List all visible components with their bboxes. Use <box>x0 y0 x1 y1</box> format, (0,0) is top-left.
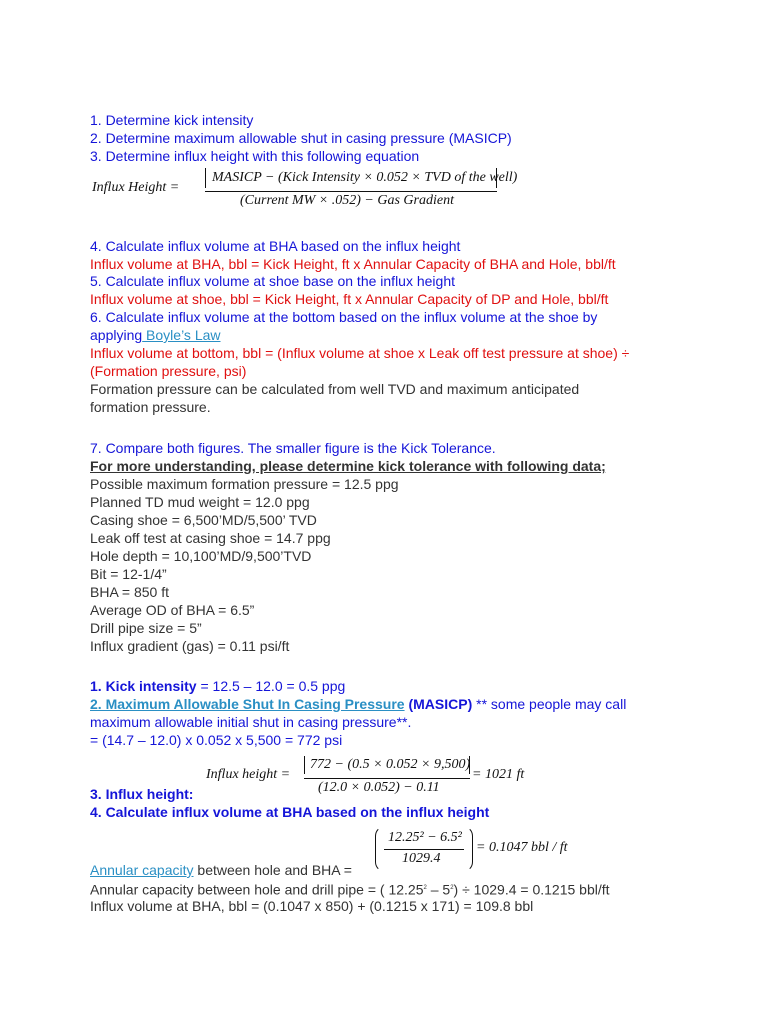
masicp-note-cont: maximum allowable initial shut in casing pressure**. <box>90 714 412 730</box>
masicp-note: ** some people may call <box>472 696 627 712</box>
data-item: Drill pipe size = 5” <box>90 620 202 636</box>
eq1-numerator: MASICP − (Kick Intensity × 0.052 × TVD of the well) <box>212 170 518 185</box>
data-item: Bit = 12-1/4” <box>90 566 167 582</box>
data-item: BHA = 850 ft <box>90 584 169 600</box>
eq2-fraction-line <box>304 778 470 779</box>
kick-intensity-label: 1. Kick intensity <box>90 678 197 694</box>
data-item: Casing shoe = 6,500’MD/5,500’ TVD <box>90 512 317 528</box>
step-6-formula: Influx volume at bottom, bbl = (Influx volume at shoe x Leak off test pressure at shoe) ÷ <box>90 345 630 361</box>
formation-note: Formation pressure can be calculated from well TVD and maximum anticipated <box>90 381 580 397</box>
annular-dp-end: ) ÷ 1029.4 = 0.1215 bbl/ft <box>453 881 610 898</box>
data-item: Average OD of BHA = 6.5” <box>90 602 255 618</box>
influx-volume-bha-result: Influx volume at BHA, bbl = (0.1047 x 850) + (0.1215 x 171) = 109.8 bbl <box>90 898 534 914</box>
masicp-line <box>90 696 626 713</box>
eq2-numerator: 772 − (0.5 × 0.052 × 9,500) <box>310 757 471 772</box>
boyles-law-link[interactable]: Boyle’s Law <box>142 327 221 343</box>
step-4: 4. Calculate influx volume at BHA based on the influx height <box>90 238 461 254</box>
annular-capacity-link[interactable]: Annular capacity <box>90 862 194 878</box>
eq2-denominator: (12.0 × 0.052) − 0.11 <box>318 780 440 795</box>
annular-dp-sup-1: 2 <box>423 885 427 891</box>
step-5-formula: Influx volume at shoe, bbl = Kick Height, ft x Annular Capacity of DP and Hole, bbl/ft <box>90 291 609 307</box>
data-item: Hole depth = 10,100’MD/9,500’TVD <box>90 548 312 564</box>
annular-dp-text: Annular capacity between hole and drill pipe = ( 12.25 <box>90 881 424 898</box>
step-1: 1. Determine kick intensity <box>90 112 254 128</box>
masicp-calc: = (14.7 – 12.0) x 0.052 x 5,500 = 772 psi <box>90 732 343 748</box>
data-item: Planned TD mud weight = 12.0 ppg <box>90 494 310 510</box>
step-3: 3. Determine influx height with this following equation <box>90 148 420 164</box>
eq3-fraction-line <box>384 849 464 850</box>
step-6-applying: applying <box>90 327 143 343</box>
annular-dp-mid: – 5 <box>426 881 451 898</box>
annular-dp-sup-2: 2 <box>450 885 454 891</box>
data-item: Leak off test at casing shoe = 14.7 ppg <box>90 530 331 546</box>
step-6: 6. Calculate influx volume at the bottom based on the influx volume at the shoe by <box>90 309 598 325</box>
formation-note-cont: formation pressure. <box>90 399 211 415</box>
eq3-denominator: 1029.4 <box>402 851 441 866</box>
step-6-formula-cont: (Formation pressure, psi) <box>90 363 247 379</box>
step-6-cont <box>90 327 221 344</box>
influx-volume-heading: 4. Calculate influx volume at BHA based on the influx height <box>90 804 490 820</box>
step-4-formula: Influx volume at BHA, bbl = Kick Height, ft x Annular Capacity of BHA and Hole, bbl/ft <box>90 256 616 272</box>
eq1-lhs: Influx Height = <box>92 180 180 195</box>
annular-capacity-bha-text: between hole and BHA = <box>193 862 352 878</box>
data-item: Influx gradient (gas) = 0.11 psi/ft <box>90 638 290 654</box>
data-item: Possible maximum formation pressure = 12.5 ppg <box>90 476 399 492</box>
step-2: 2. Determine maximum allowable shut in casing pressure (MASICP) <box>90 130 512 146</box>
annular-capacity-bha-line <box>90 862 352 879</box>
step-5: 5. Calculate influx volume at shoe base on the influx height <box>90 273 456 289</box>
kick-intensity-line <box>90 678 345 695</box>
influx-height-heading: 3. Influx height: <box>90 786 194 802</box>
data-heading: For more understanding, please determine kick tolerance with following data; <box>90 458 606 474</box>
eq1-fraction-line <box>205 191 497 192</box>
eq3-result: = 0.1047 bbl / ft <box>476 840 568 855</box>
eq3-numerator: 12.25² − 6.5² <box>388 830 462 845</box>
eq1-denominator: (Current MW × .052) − Gas Gradient <box>240 193 454 208</box>
annular-capacity-dp-line <box>90 880 610 899</box>
step-7: 7. Compare both figures. The smaller figure is the Kick Tolerance. <box>90 440 496 456</box>
masicp-abbrev: (MASICP) <box>404 696 473 712</box>
eq2-lhs: Influx height = <box>206 767 291 782</box>
eq2-result: = 1021 ft <box>472 767 525 782</box>
kick-intensity-value: = 12.5 – 12.0 = 0.5 ppg <box>196 678 346 694</box>
masicp-link[interactable]: 2. Maximum Allowable Shut In Casing Pressure <box>90 696 405 712</box>
